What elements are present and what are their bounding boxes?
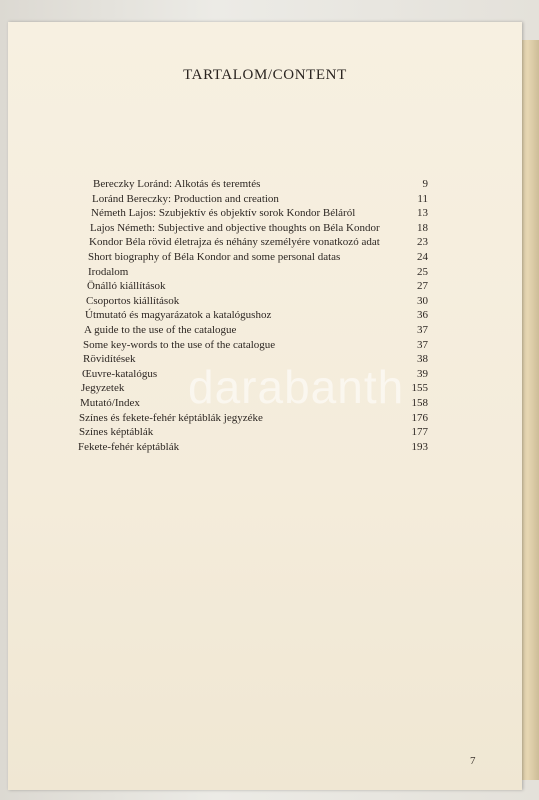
toc-entry-page: 38 [417, 353, 428, 366]
toc-entry [78, 221, 428, 236]
toc-entry-page: 24 [417, 250, 428, 263]
toc-entry-title: Fekete-fehér képtáblák [78, 440, 180, 453]
toc-entry [78, 338, 428, 353]
toc-entry-page: 39 [417, 367, 428, 380]
toc-entry [78, 265, 428, 280]
toc-entry-title: Színes képtáblák [79, 426, 154, 439]
toc-entry-page: 37 [417, 338, 428, 351]
page-number: 7 [470, 755, 476, 767]
toc-entry-title: Jegyzetek [81, 382, 125, 395]
toc-entry [78, 425, 428, 440]
toc-entry-page: 23 [417, 236, 428, 249]
toc-entry-page: 155 [411, 382, 428, 395]
toc-entry-title: Mutató/Index [80, 396, 140, 409]
toc-entry-title: Some key-words to the use of the catalogue [83, 338, 276, 351]
toc-entry-title: Rövidítések [83, 353, 136, 366]
toc-entry-title: Színes és fekete-fehér képtáblák jegyzéke [79, 411, 263, 424]
toc-entry-page: 176 [411, 411, 428, 424]
toc-entry-title: Bereczky Loránd: Alkotás és teremtés [93, 178, 261, 190]
toc-entry-page: 36 [417, 309, 428, 322]
toc-entry-page: 27 [417, 280, 428, 293]
toc-entry [78, 323, 428, 338]
toc-entry [78, 279, 428, 294]
toc-entry [78, 250, 428, 265]
page-title: TARTALOM/CONTENT [183, 67, 347, 83]
toc-entry-page: 13 [417, 207, 428, 220]
toc-entry [78, 308, 428, 323]
toc-entry-page: 158 [411, 396, 428, 409]
toc-entry-page: 11 [417, 192, 428, 205]
book-page [8, 22, 522, 790]
toc-entry-title: Lajos Németh: Subjective and objective thoughts on Béla Kondor [90, 221, 380, 234]
toc-entry-title: Kondor Béla rövid életrajza és néhány személyére vonatkozó adat [89, 236, 380, 249]
toc-entry-title: Irodalom [88, 265, 129, 278]
toc-entry [78, 440, 428, 455]
toc-entry-page: 30 [417, 294, 428, 307]
toc-entry [78, 177, 428, 192]
toc-entry [78, 206, 428, 221]
toc-entry [78, 294, 428, 309]
toc-entry-page: 177 [411, 426, 428, 439]
toc-entry-page: 18 [417, 221, 428, 234]
toc-entry-page: 37 [417, 323, 428, 336]
watermark: darabanth [188, 361, 405, 413]
toc-entry [78, 192, 428, 207]
toc-entry-title: Loránd Bereczky: Production and creation [92, 192, 279, 205]
toc-entry-page: 193 [411, 440, 428, 453]
toc-entry-title: Önálló kiállítások [87, 280, 166, 293]
toc-entry-title: Németh Lajos: Szubjektív és objektív sorok Kondor Béláról [91, 207, 356, 220]
toc-entry-page: 9 [422, 178, 428, 190]
toc-entry-title: A guide to the use of the catalogue [84, 323, 237, 336]
toc-entry [78, 235, 428, 250]
toc-entry-title: Œuvre-katalógus [82, 367, 158, 380]
toc-entry-title: Csoportos kiállítások [86, 294, 180, 307]
toc-entry-title: Útmutató és magyarázatok a katalógushoz [85, 309, 272, 322]
toc-entry-page: 25 [417, 265, 428, 278]
toc-entry-title: Short biography of Béla Kondor and some personal datas [88, 250, 341, 263]
